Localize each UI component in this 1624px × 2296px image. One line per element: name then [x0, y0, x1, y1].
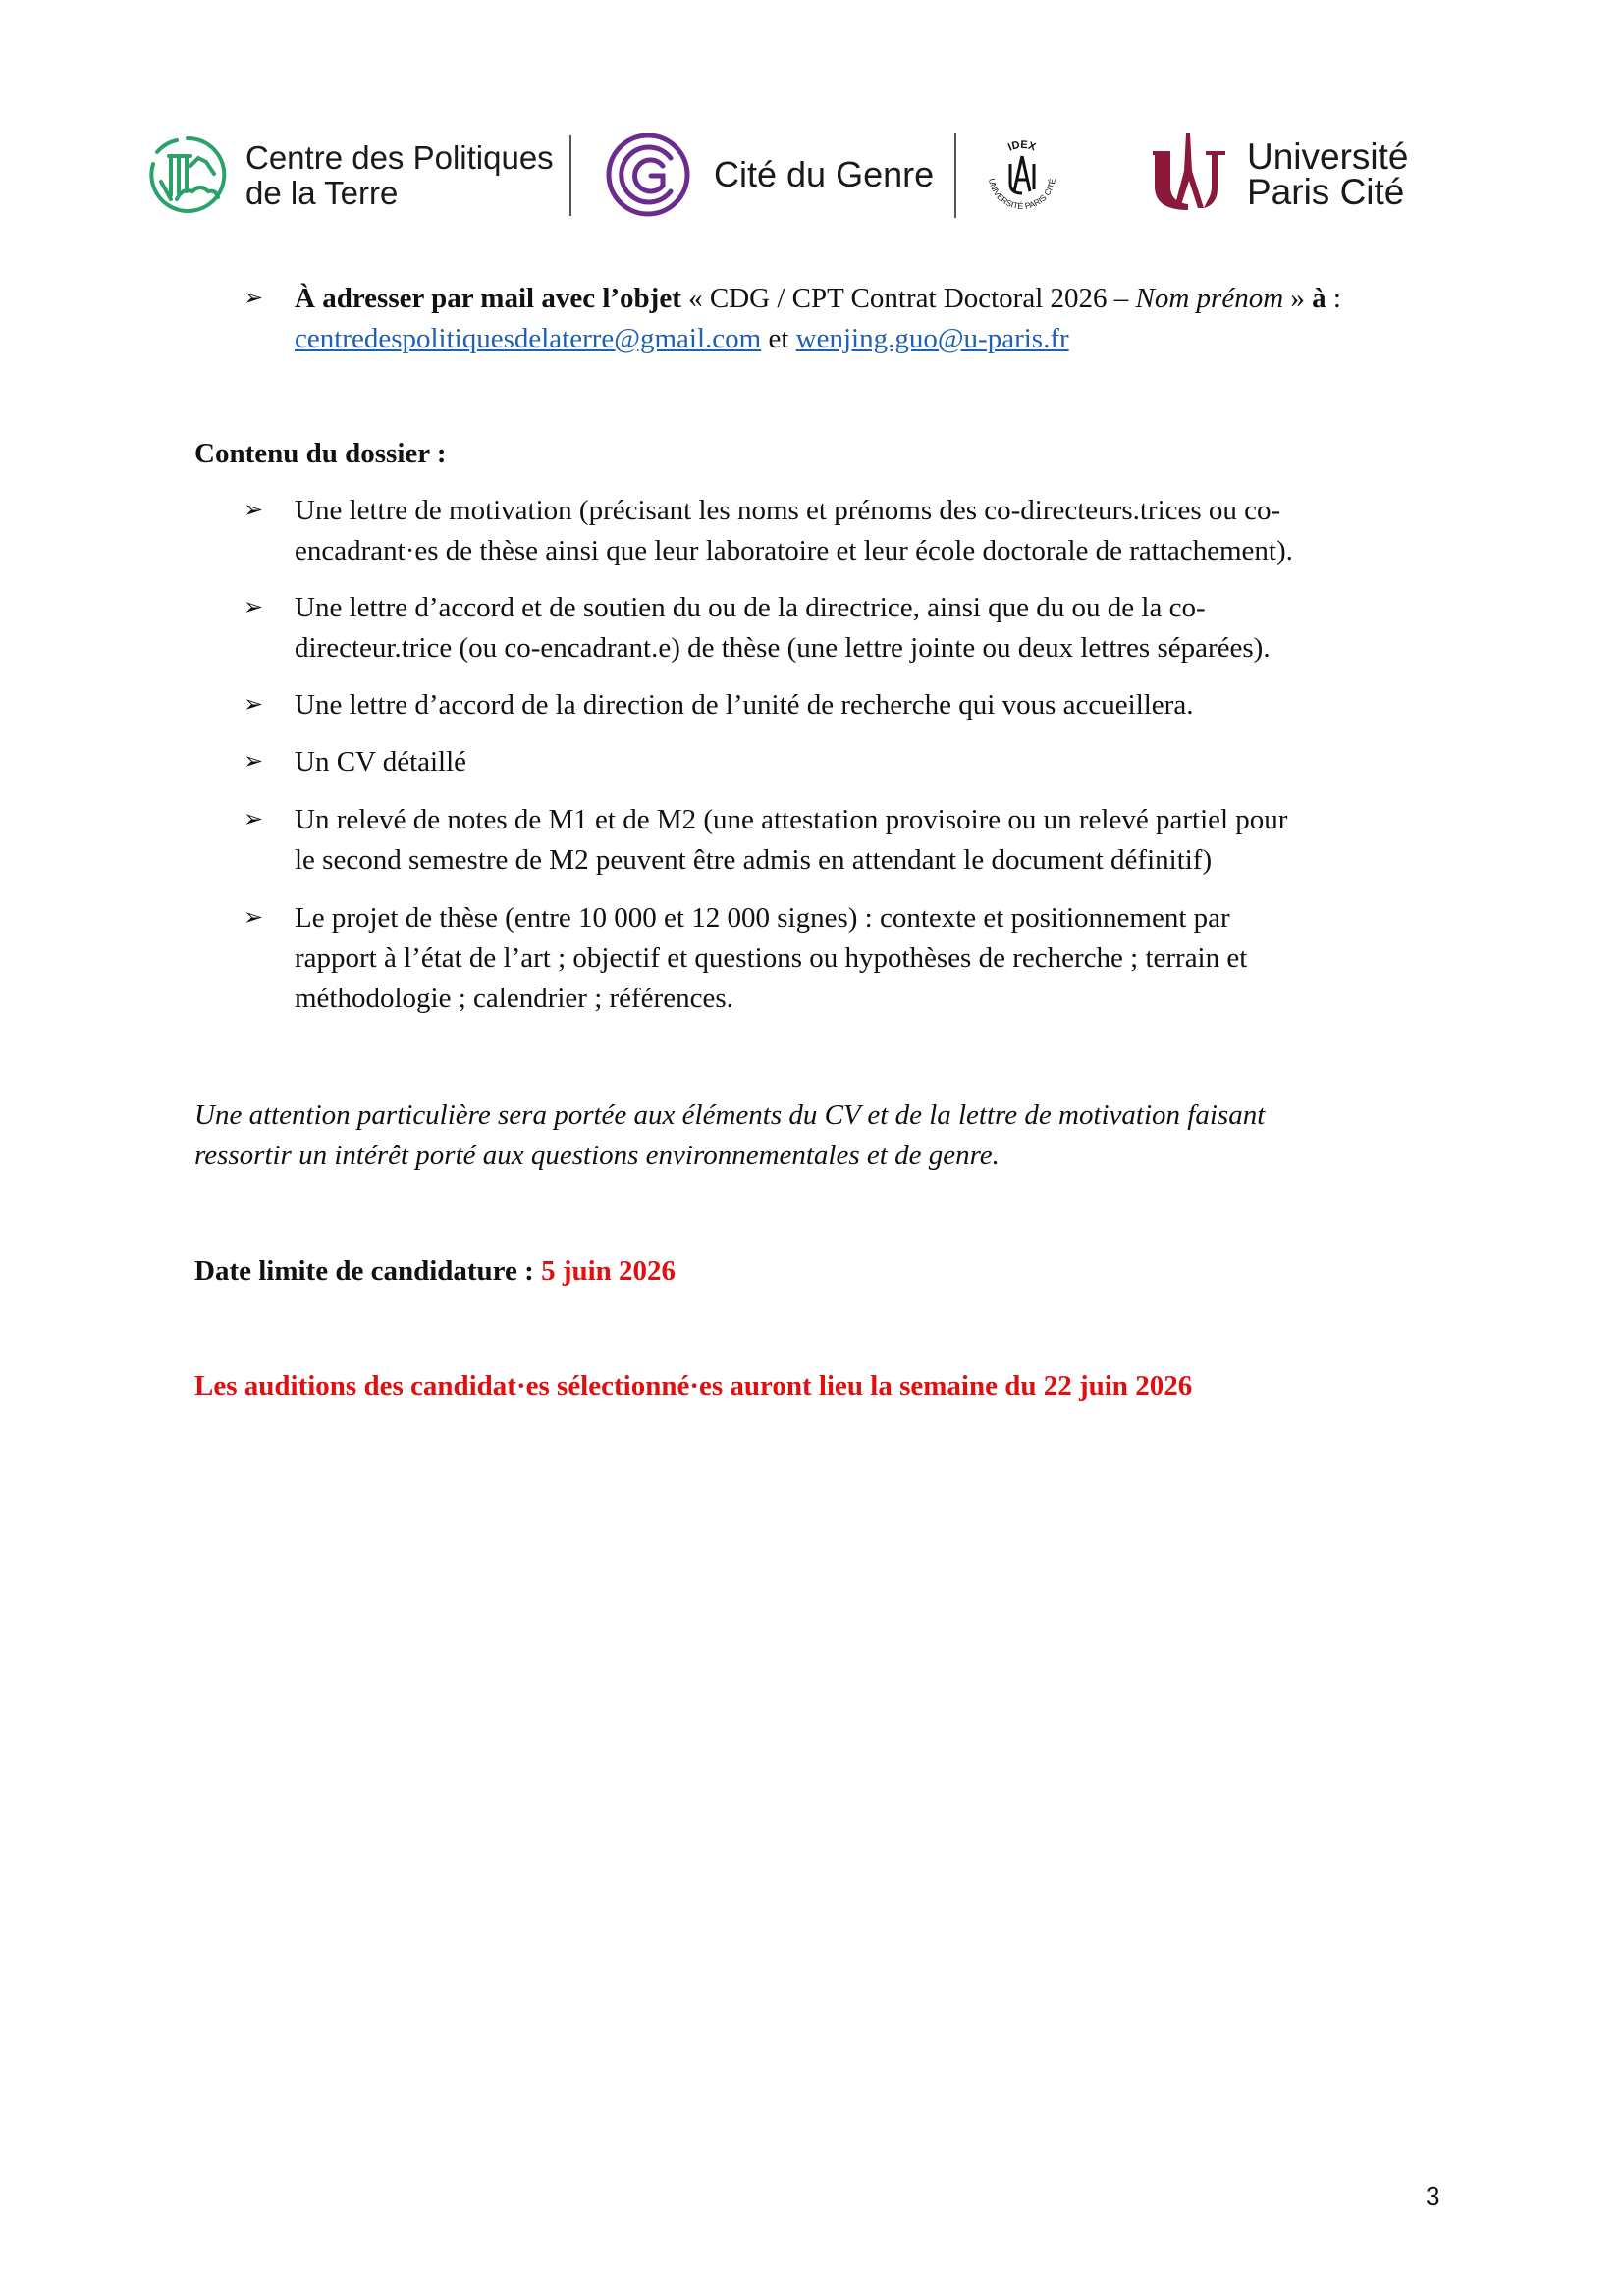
list-item: [295, 685, 1193, 725]
submission-a: à: [1312, 283, 1326, 314]
page-number: 3: [1426, 2181, 1440, 2211]
list-item-line: encadrant·es de thèse ainsi que leur laboratoire et leur école doctorale de rattachement).: [295, 535, 1293, 566]
note-line: ressortir un intérêt porté aux questions environnementales et de genre.: [194, 1140, 1000, 1171]
svg-text:UNIVERSITÉ PARIS CITÉ: [987, 178, 1057, 212]
list-item-line: le second semestre de M2 peuvent être admis en attendant le document définitif): [295, 844, 1213, 876]
email-connector: et: [761, 323, 796, 354]
list-item: [295, 588, 1271, 668]
bullet-arrow-icon: ➢: [244, 905, 264, 931]
logo-upc-line1: Université: [1247, 136, 1409, 177]
list-item-line: Une lettre d’accord de la direction de l’unité de recherche qui vous accueillera.: [295, 689, 1194, 721]
selection-note: [194, 1095, 1265, 1176]
centre-politiques-terre-emblem-icon: [147, 134, 228, 215]
idex-seal-icon: [977, 131, 1067, 221]
logo-upc-line2: Paris Cité: [1247, 172, 1405, 212]
submission-subject-open: « CDG / CPT Contrat Doctoral 2026 –: [680, 283, 1136, 314]
deadline-value: 5 juin 2026: [541, 1255, 677, 1287]
seal-bottom-text: UNIVERSITÉ PARIS CITÉ: [987, 177, 1057, 212]
svg-text:IDEX: [1006, 139, 1038, 154]
email-link-wenjing[interactable]: wenjing.guo@u-paris.fr: [795, 323, 1069, 354]
submission-instruction: [295, 279, 1341, 319]
email-link-cpt[interactable]: centredespolitiquesdelaterre@gmail.com: [295, 323, 762, 354]
list-item-line: rapport à l’état de l’art ; objectif et questions ou hypothèses de recherche ; terrain et: [295, 942, 1248, 974]
logo-universite-paris-cite: [1149, 130, 1443, 220]
universite-paris-cite-emblem-icon: [1149, 132, 1229, 214]
submission-bold-prefix: À adresser par mail avec l’objet: [295, 283, 681, 314]
list-item-line: Le projet de thèse (entre 10 000 et 12 000 signes) : contexte et positionnement par: [295, 902, 1230, 934]
submission-colon: :: [1326, 283, 1341, 314]
header-divider: [569, 135, 571, 216]
bullet-arrow-icon: ➢: [244, 595, 264, 620]
logo-centre-politiques-terre: [147, 133, 560, 221]
deadline-label: Date limite de candidature :: [194, 1255, 542, 1287]
cite-du-genre-emblem-icon: [604, 131, 692, 219]
logo-cite-du-genre-text: Cité du Genre: [714, 154, 935, 194]
list-item-line: méthodologie ; calendrier ; références.: [295, 983, 733, 1014]
submission-emails: [295, 319, 1069, 359]
list-item-line: Un CV détaillé: [295, 746, 467, 777]
header-divider: [954, 133, 956, 218]
dossier-heading: Contenu du dossier :: [194, 438, 447, 469]
bullet-arrow-icon: ➢: [244, 749, 264, 774]
submission-subject-name: Nom prénom: [1135, 283, 1284, 314]
bullet-arrow-icon: ➢: [244, 286, 264, 311]
deadline: [194, 1252, 676, 1292]
list-item-line: directeur.trice (ou co-encadrant.e) de thèse (une lettre jointe ou deux lettres séparées).: [295, 632, 1271, 664]
list-item: [295, 898, 1247, 1019]
bullet-arrow-icon: ➢: [244, 692, 264, 718]
logo-idex-seal: [977, 131, 1067, 221]
bullet-arrow-icon: ➢: [244, 807, 264, 832]
logo-cpt-line1: Centre des Politiques: [245, 139, 554, 176]
list-item-line: Un relevé de notes de M1 et de M2 (une attestation provisoire ou un relevé partiel pour: [295, 804, 1288, 835]
auditions-notice: Les auditions des candidat·es sélectionné·es auront lieu la semaine du 22 juin 2026: [194, 1370, 1193, 1402]
seal-top-text: IDEX: [1006, 138, 1038, 154]
list-item-line: Une lettre d’accord et de soutien du ou de la directrice, ainsi que du ou de la co-: [295, 592, 1206, 623]
logo-cite-du-genre: [604, 131, 938, 221]
list-item-line: Une lettre de motivation (précisant les noms et prénoms des co-directeurs.trices ou co-: [295, 495, 1281, 526]
logo-cpt-line2: de la Terre: [245, 175, 399, 211]
note-line: Une attention particulière sera portée aux éléments du CV et de la lettre de motivation faisant: [194, 1099, 1266, 1131]
list-item: [295, 800, 1287, 881]
submission-subject-close: »: [1283, 283, 1313, 314]
list-item: [295, 491, 1293, 571]
list-item: [295, 742, 466, 782]
bullet-arrow-icon: ➢: [244, 498, 264, 523]
